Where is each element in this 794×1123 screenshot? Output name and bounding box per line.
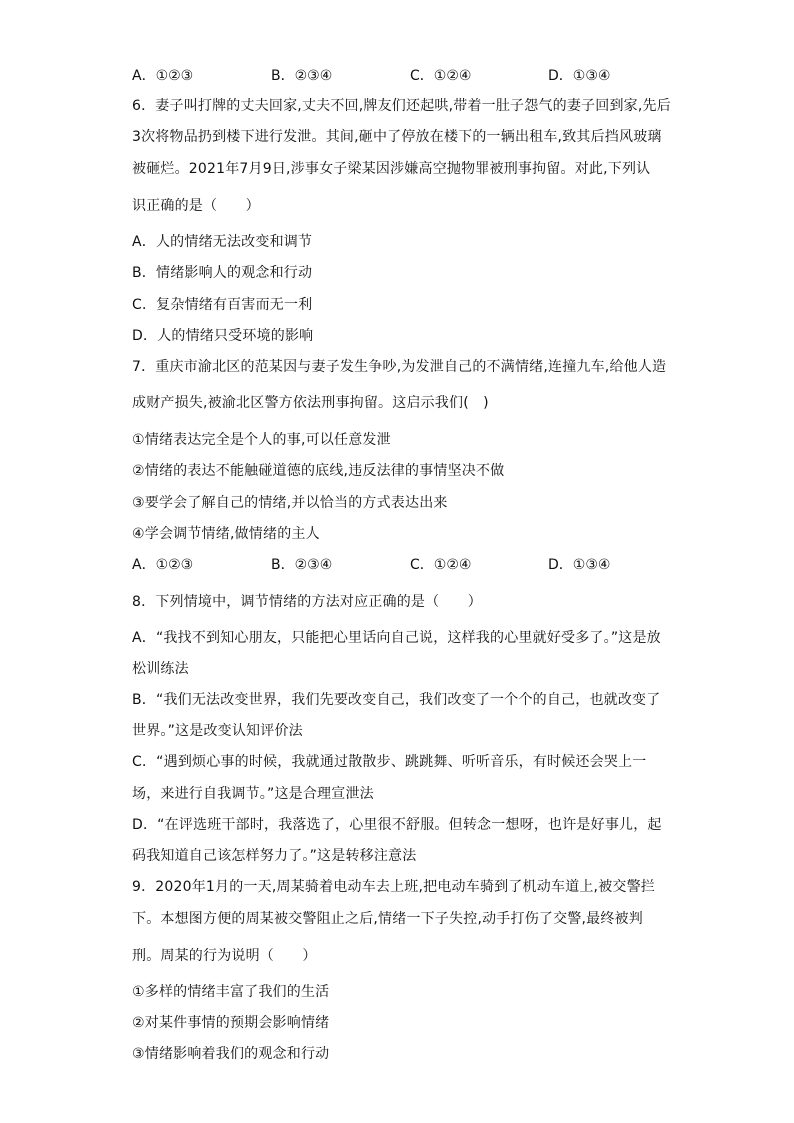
q8-option-c-line-2: 场，来进行自我调节。”这是合理宣泄法	[132, 786, 374, 802]
q9-stem-line-3: 刑。周某的行为说明（ ）	[132, 948, 317, 964]
option-d: D．①③④	[548, 557, 611, 573]
option-c: C．①②④	[410, 557, 472, 573]
q7-statement-2: ②情绪的表达不能触碰道德的底线,违反法律的事情坚决不做	[132, 463, 505, 479]
q6-option-d: D．人的情绪只受环境的影响	[132, 328, 314, 344]
q7-statement-1: ①情绪表达完全是个人的事,可以任意发泄	[132, 432, 391, 448]
q8-option-b-line-2: 世界。”这是改变认知评价法	[132, 723, 303, 739]
option-b: B．②③④	[271, 557, 333, 573]
option-c: C．①②④	[410, 68, 472, 84]
q6-stem-line-2: 3次将物品扔到楼下进行发泄。其间,砸中了停放在楼下的一辆出租车,致其后挡风玻璃	[132, 129, 662, 145]
q8-option-c-line-1: C．“遇到烦心事的时候，我就通过散散步、跳跳舞、听听音乐，有时候还会哭上一	[132, 754, 647, 770]
q7-stem-line-2: 成财产损失,被渝北区警方依法刑事拘留。这启示我们( )	[132, 395, 489, 411]
prev-question-options	[132, 66, 662, 86]
q7-options	[132, 555, 662, 575]
q6-stem-line-3: 被砸烂。2021年7月9日,涉事女子梁某因涉嫌高空抛物罪被刑事拘留。对此,下列认	[132, 161, 651, 177]
q6-option-c: C．复杂情绪有百害而无一利	[132, 297, 313, 313]
option-a: A．①②③	[132, 557, 194, 573]
q6-option-b: B．情绪影响人的观念和行动	[132, 265, 313, 281]
q7-stem-line-1: 7．重庆市渝北区的范某因与妻子发生争吵,为发泄自己的不满情绪,连撞九车,给他人造	[132, 359, 667, 375]
q9-stem-line-2: 下。本想图方便的周某被交警阻止之后,情绪一下子失控,动手打伤了交警,最终被判	[132, 911, 643, 927]
q6-option-a: A．人的情绪无法改变和调节	[132, 234, 313, 250]
q8-option-a-line-2: 松训练法	[132, 661, 189, 677]
q8-stem: 8．下列情境中，调节情绪的方法对应正确的是（ ）	[132, 594, 482, 610]
option-a: A．①②③	[132, 68, 194, 84]
q8-option-d-line-2: 码我知道自己该怎样努力了。”这是转移注意法	[132, 848, 417, 864]
q8-option-a-line-1: A．“我找不到知心朋友，只能把心里话向自己说，这样我的心里就好受多了。”这是放	[132, 630, 661, 646]
q6-stem-line-4: 识正确的是（ ）	[132, 198, 260, 214]
option-b: B．②③④	[271, 68, 333, 84]
q6-stem-line-1: 6．妻子叫打牌的丈夫回家,丈夫不回,牌友们还起哄,带着一肚子怨气的妻子回到家,先后	[132, 98, 671, 114]
q9-statement-1: ①多样的情绪丰富了我们的生活	[132, 984, 330, 1000]
q7-statement-3: ③要学会了解自己的情绪,并以恰当的方式表达出来	[132, 495, 448, 511]
q8-option-d-line-1: D．“在评选班干部时，我落选了，心里很不舒服。但转念一想呀，也许是好事儿，起	[132, 817, 662, 833]
q8-option-b-line-1: B．“我们无法改变世界，我们先要改变自己，我们改变了一个个的自己，也就改变了	[132, 692, 661, 708]
q7-statement-4: ④学会调节情绪,做情绪的主人	[132, 526, 320, 542]
q9-statement-2: ②对某件事情的预期会影响情绪	[132, 1015, 330, 1031]
q9-stem-line-1: 9．2020年1月的一天,周某骑着电动车去上班,把电动车骑到了机动车道上,被交警拦	[132, 879, 655, 895]
q9-statement-3: ③情绪影响着我们的观念和行动	[132, 1046, 330, 1062]
option-d: D．①③④	[548, 68, 611, 84]
